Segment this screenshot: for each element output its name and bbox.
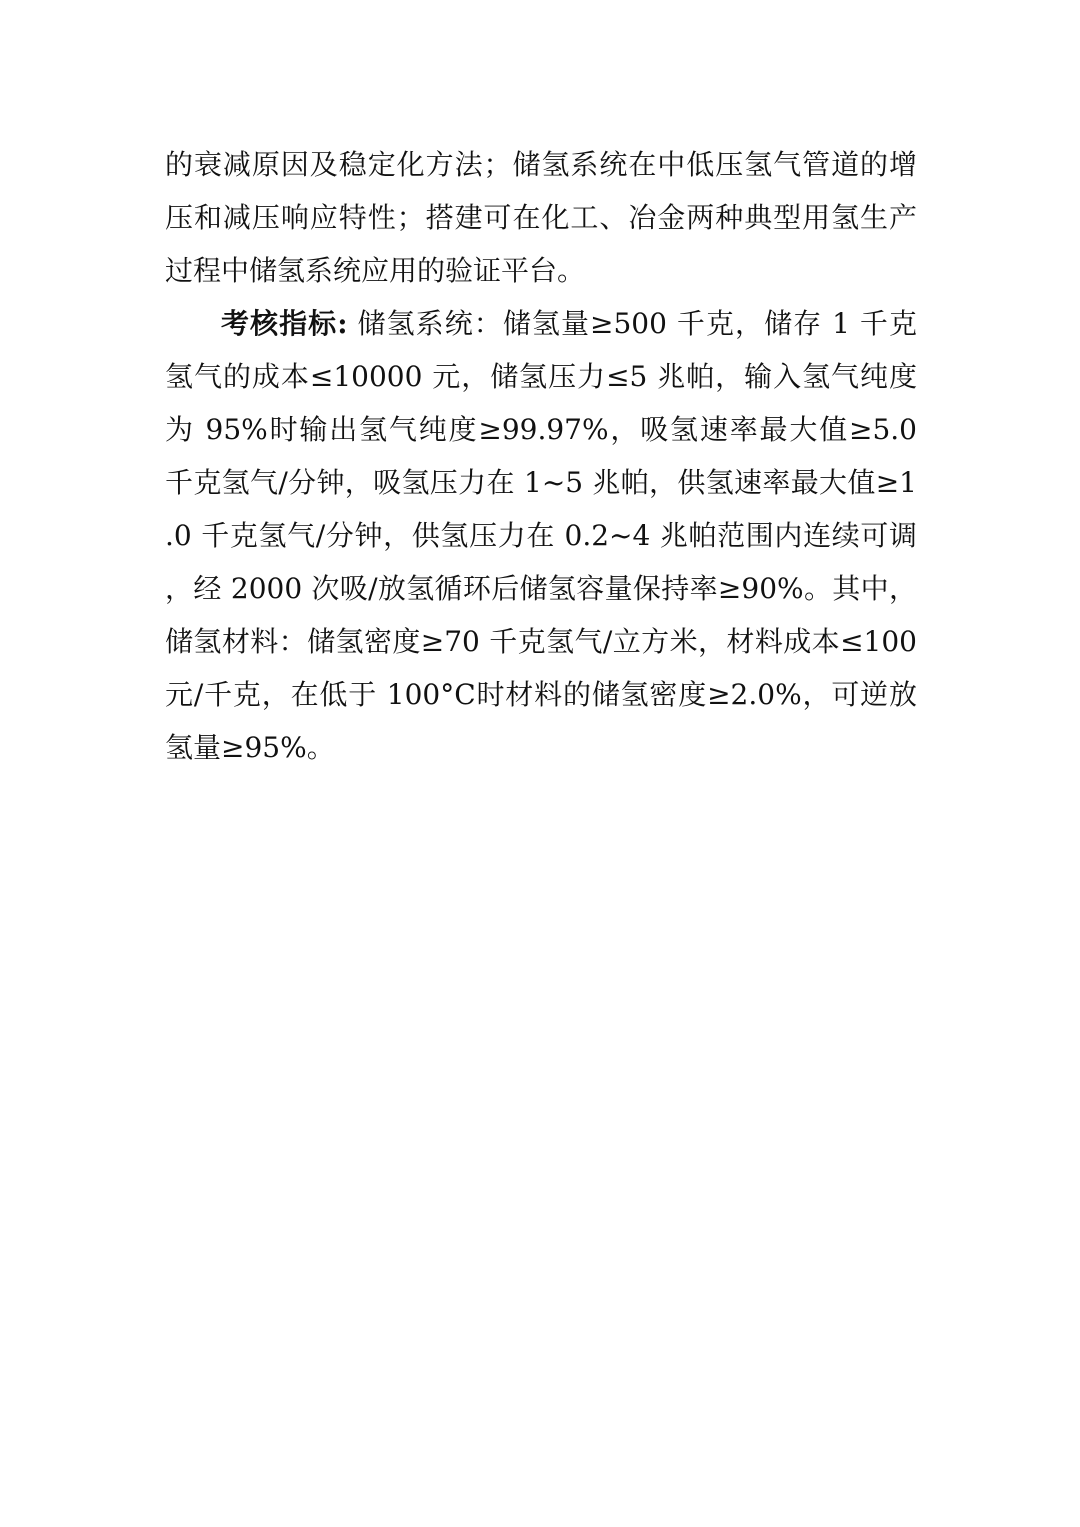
assessment-indicators-text: 储氢系统：储氢量≥500 千克，储存 1 千克氢气的成本≤10000 元，储氢压力≤5 兆帕，输入氢气纯度为 95%时输出氢气纯度≥99.97%，吸氢速率最大值≥5.0 千克氢气/分钟，吸氢压力在 1~5 兆帕，供氢速率最大值≥1.0 千克氢气/分钟，供氢压力在 0.2~4 兆帕范围内连续可调，经 2000 次吸/放氢循环后储氢容量保持率≥90%。其中，储氢材料：储氢密度≥70 千克氢气/立方米，材料成本≤100 元/千克，在低于 100°C时材料的储氢密度≥2.0%，可逆放氢量≥95%。 — [165, 307, 917, 764]
paragraph-research-content: 的衰减原因及稳定化方法；储氢系统在中低压氢气管道的增压和减压响应特性；搭建可在化工、冶金两种典型用氢生产过程中储氢系统应用的验证平台。 — [165, 148, 917, 287]
paragraph-assessment-indicators — [165, 297, 917, 774]
assessment-indicators-label: 考核指标: — [221, 307, 348, 340]
body-text — [165, 138, 917, 774]
